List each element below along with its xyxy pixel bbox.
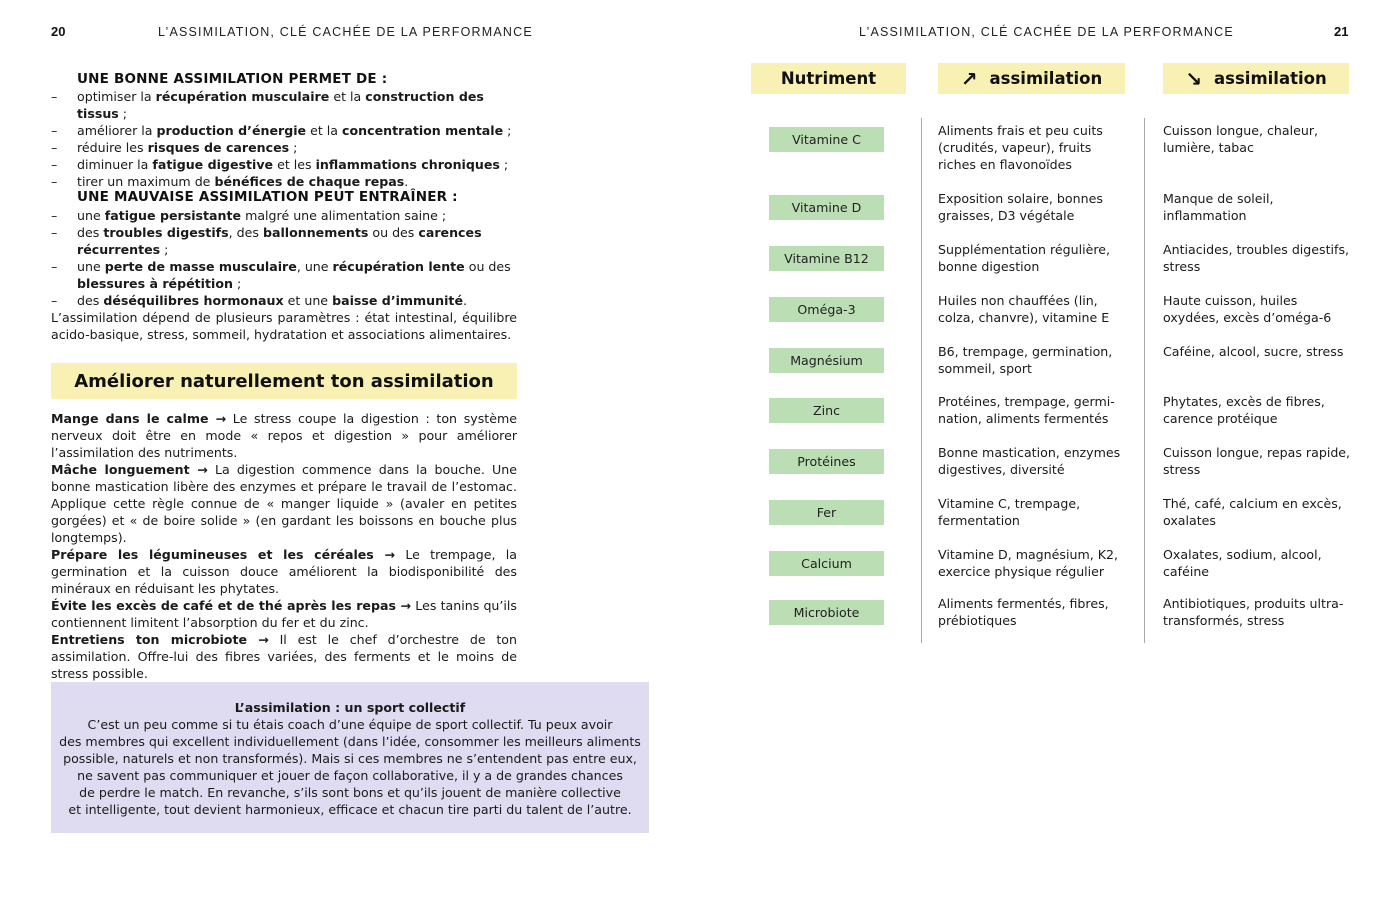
- tip-paragraph: Évite les excès de café et de thé après les repas → Les tanins qu’ils contiennent limitent l’absorption du fer et du zinc.: [51, 598, 517, 630]
- decrease-cell: Cuisson longue, repas rapide, stress: [1163, 445, 1351, 477]
- list-item: – une perte de masse musculaire, une récupération lente ou des blessures à répétition ;: [51, 258, 521, 292]
- decrease-cell: Manque de soleil, inflammation: [1163, 191, 1274, 223]
- increase-cell: Vitamine C, trempage, fermentation: [938, 496, 1081, 528]
- tip-paragraph: Prépare les légumineuses et les céréales → Le trempage, la germination et la cuisson douce améliorent la biodisponibilité des minéraux en réduisant les phytates.: [51, 547, 517, 596]
- params-paragraph: L’assimilation dépend de plusieurs paramètres : état intestinal, équilibre acido-basique, stress, sommeil, hydratation et associations alimentaires.: [51, 310, 517, 342]
- arrow-down-right-icon: ↘: [1185, 66, 1203, 91]
- callout-box: [51, 682, 649, 833]
- increase-cell: Huiles non chauffées (lin, colza, chanvre), vitamine E: [938, 293, 1110, 325]
- nutrient-label: Zinc: [769, 398, 884, 423]
- nutrient-label: Oméga-3: [769, 297, 884, 322]
- arrow-up-right-icon: ↗: [960, 66, 978, 91]
- nutrient-label: Magnésium: [769, 348, 884, 373]
- increase-cell: B6, trempage, germination, sommeil, sport: [938, 344, 1113, 376]
- increase-cell: Bonne mastication, enzymes digestives, diversité: [938, 445, 1121, 477]
- nutrient-label: Vitamine B12: [769, 246, 884, 271]
- callout-line: C’est un peu comme si tu étais coach d’une équipe de sport collectif. Tu peux avoir: [87, 717, 613, 732]
- tip-paragraph: Mange dans le calme → Le stress coupe la digestion : ton système nerveux doit être en mode « repos et digestion » pour améliorer l’assimilation des nutriments.: [51, 411, 517, 460]
- column-divider-2: [1144, 118, 1145, 643]
- page-number-left: 20: [51, 24, 66, 39]
- nutrient-label: Fer: [769, 500, 884, 525]
- callout-line: et intelligente, tout devient harmonieux, efficace et chacun tire parti du talent de l’autre.: [68, 802, 632, 817]
- header-increase-label: assimilation: [989, 69, 1103, 88]
- decrease-cell: Antibiotiques, produits ultra- transformés, stress: [1163, 596, 1344, 628]
- good-assimilation-heading: UNE BONNE ASSIMILATION PERMET DE :: [77, 71, 388, 87]
- decrease-cell: Cuisson longue, chaleur, lumière, tabac: [1163, 123, 1319, 155]
- header-nutrient-label: Nutriment: [780, 69, 877, 88]
- running-header-right: L’ASSIMILATION, CLÉ CACHÉE DE LA PERFORMANCE: [859, 25, 1234, 39]
- list-item: – optimiser la récupération musculaire et la construction des tissus ;: [51, 88, 521, 122]
- header-decrease-assimilation: [1163, 63, 1349, 94]
- list-item: – diminuer la fatigue digestive et les inflammations chroniques ;: [51, 156, 521, 173]
- increase-cell: Protéines, trempage, germi- nation, aliments fermentés: [938, 394, 1115, 426]
- decrease-cell: Caféine, alcool, sucre, stress: [1163, 344, 1344, 359]
- list-item: – tirer un maximum de bénéfices de chaque repas.: [51, 173, 521, 190]
- nutrient-label: Microbiote: [769, 600, 884, 625]
- list-item: – améliorer la production d’énergie et la concentration mentale ;: [51, 122, 521, 139]
- increase-cell: Aliments fermentés, fibres, prébiotiques: [938, 596, 1109, 628]
- nutrient-label: Vitamine C: [769, 127, 884, 152]
- list-item: – réduire les risques de carences ;: [51, 139, 521, 156]
- callout-line: des membres qui excellent individuellement (dans l’idée, consommer les meilleurs aliments: [59, 734, 641, 749]
- nutrient-label: Calcium: [769, 551, 884, 576]
- list-item: – des troubles digestifs, des ballonnements ou des carences récurrentes ;: [51, 224, 521, 258]
- callout-title: L’assimilation : un sport collectif: [234, 700, 466, 715]
- increase-cell: Supplémentation régulière, bonne digestion: [938, 242, 1111, 274]
- increase-cell: Vitamine D, magnésium, K2, exercice physique régulier: [938, 547, 1118, 579]
- header-decrease-label: assimilation: [1214, 69, 1327, 88]
- running-header-left: L’ASSIMILATION, CLÉ CACHÉE DE LA PERFORMANCE: [158, 25, 533, 39]
- bad-assimilation-heading: UNE MAUVAISE ASSIMILATION PEUT ENTRAÎNER :: [77, 189, 458, 205]
- callout-line: ne savent pas communiquer et jouer de façon collaborative, il y a de grandes chances: [77, 768, 623, 783]
- increase-cell: Exposition solaire, bonnes graisses, D3 végétale: [938, 191, 1103, 223]
- list-item: – une fatigue persistante malgré une alimentation saine ;: [51, 207, 521, 224]
- tips-section: [51, 410, 517, 682]
- column-divider-1: [921, 118, 922, 643]
- decrease-cell: Phytates, excès de fibres, carence protéique: [1163, 394, 1325, 426]
- callout-line: de perdre le match. En revanche, s’ils sont bons et qu’ils jouent de manière collective: [79, 785, 621, 800]
- tip-paragraph: Entretiens ton microbiote → Il est le chef d’orchestre de ton assimilation. Offre-lui des fibres variées, des ferments et le moins de stress possible.: [51, 632, 517, 681]
- nutrient-label: Protéines: [769, 449, 884, 474]
- decrease-cell: Oxalates, sodium, alcool, caféine: [1163, 547, 1322, 579]
- callout-body: [51, 716, 649, 818]
- decrease-cell: Haute cuisson, huiles oxydées, excès d’oméga-6: [1163, 293, 1332, 325]
- decrease-cell: Antiacides, troubles digestifs, stress: [1163, 242, 1350, 274]
- nutrient-label: Vitamine D: [769, 195, 884, 220]
- good-assimilation-list: [51, 88, 521, 190]
- callout-line: possible, naturels et non transformés). Mais si ces membres ne s’entendent pas entre eux,: [63, 751, 637, 766]
- page-number-right: 21: [1334, 24, 1349, 39]
- increase-cell: Aliments frais et peu cuits (crudités, vapeur), fruits riches en flavonoïdes: [938, 123, 1103, 172]
- header-increase-assimilation: [938, 63, 1125, 94]
- tip-paragraph: Mâche longuement → La digestion commence dans la bouche. Une bonne mastication libère des enzymes et prépare le travail de l’estomac. Applique cette règle connue de « manger liquide » (avaler en petites gorgées) et « de boire solide » (en gardant les boissons en bouche plus longtemps).: [51, 462, 517, 545]
- improve-heading: Améliorer naturellement ton assimilation: [51, 363, 517, 399]
- header-nutrient: [751, 63, 906, 94]
- list-item: – des déséquilibres hormonaux et une baisse d’immunité.: [51, 292, 521, 309]
- decrease-cell: Thé, café, calcium en excès, oxalates: [1163, 496, 1342, 528]
- bad-assimilation-list: [51, 207, 521, 309]
